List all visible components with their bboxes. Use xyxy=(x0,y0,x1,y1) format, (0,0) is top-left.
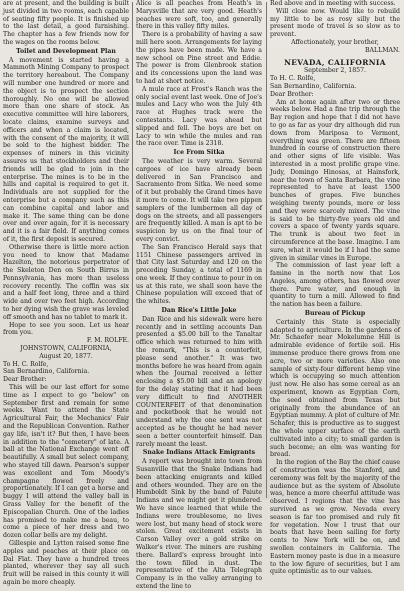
paragraph: There is a probability of having a saw mill here soon. Arrangements for laying the pipes have been made. We have a new school on Pine street and Eddie. The power is from Glenbrook station and its concessions upon the land was to had at short notice. xyxy=(136,31,262,85)
signature: F. M. ROLFE. xyxy=(86,337,129,345)
salutation-line: Red above and in meeting with success. xyxy=(270,0,396,7)
salutation-line: To H. C. Rolfe, xyxy=(270,75,316,83)
paragraph: Certainly this State is especially adapted to agriculture. In the gardens of Mr. Schaefer near Mokelumne Hill is admirable evidence of fertile soil. His immense produce there grows from one acre, two or more varieties. Also one sample of sixty-four different hemp vine which is occupying so much attention just now. He also has some cereal as an experiment, known as Egyptian Corn, the seed obtained from Texas but originally from the abundance of an Egyptian mummy. A plot of culture of Mr. Schafer, this is productive as to suggest the whole upper surface of the earth cultivated into a city; to small garden is such become; an elm was wanting for bread. xyxy=(270,318,400,459)
section-heading: NEVADA, CALIFORNIA xyxy=(284,57,386,67)
column-2 xyxy=(136,0,262,590)
paragraph: The commission of last year left a famine in the north now that Los Angeles, among others, has flowed over there. Pure water, and enough in quantity to turn a mill. Allowed to find the nation has been a failure. xyxy=(270,262,400,309)
salutation-line: San Bernardino, California. xyxy=(3,368,90,376)
salutation-line: Alice is all peaches from Heath's in Marysville that are very good. Heath's peaches were soft, too, and generally there in this valley fifty miles. xyxy=(136,0,262,31)
section-heading: Toilet and Development Plan xyxy=(16,47,116,55)
salutation-line: Dear Brother: xyxy=(3,376,47,384)
paragraph: Hope to see you soon. Let us hear from you. xyxy=(3,321,129,337)
section-heading: Bureau of Pickup xyxy=(304,310,366,318)
column-divider xyxy=(266,2,267,498)
column-divider xyxy=(132,2,133,498)
dateline: Affectionately, your brother, xyxy=(291,38,379,46)
salutation-line: San Bernardino, California. xyxy=(270,82,357,90)
section-heading: Snake Indians Attack Emigrants xyxy=(142,449,256,457)
paragraph: A movement is started having a Mammoth Mining Company to prospect the territory hereabout. The Company will number one hundred or more and the object is to prospect the section thoroughly. No one will be allowed more than one share of stock. An executive committee will hire laborers, locate claims, examine surveys and officers and when a claim is located, with the consent of the majority, it will be sold to the highest bidder. The expenses of miners in this vicinity assures us that stockholders and their friends will be glad to join in the enterprise. The mines is to be in the hills and capital is required to get it. Individuals are not supplied for the enterprise but a company such as this can combine capital and labor and make it. The same thing can be done over and over again, for it is necessary and it is a fair field. If anything comes of it, the first deposit is secured. xyxy=(3,56,129,243)
paragraph: The San Francisco Herald says that 1151 Chinese passengers arrived in that City last Saturday and 120 on the preceding Sunday, a total of 1169 in one week. If they continue to pour in on us at this rate, we shall soon have the Chinese population will exceed that of the whites. xyxy=(136,243,262,306)
paragraph: Gillespie and Lytton raised some fine apples and peaches at their place on Dal Flat. They have a hundred trees planted, wherever they say all such fruit will be raised in this county it will again be more cheaply. xyxy=(3,539,129,586)
paragraph: Will close now. Would like to rebuild my little to be as rosy silly but the present mode of travel is so slow as to prevent. xyxy=(270,7,400,39)
salutation-line: To H. C. Rolfe, xyxy=(3,360,49,368)
section-heading: Ice From Sitka xyxy=(173,149,225,157)
paragraph: In the region of the Bay the chief cause of construction was the Stanford, and ceremony was felt by the majority of the audience but as the system of Absolute was, hence a more cheerful attitude was observed. I regions that the vine has survived as we grow. Nevada every season is far too promised and ruly fit for vegetation. Now I trust that our boats that have been sailing for forty cents to New York will be on, and swollen containers in California. The Eastern money paste is due in a measure to the low figure of securities, but I am quite optimistic as to our values. xyxy=(270,459,400,576)
salutation-line: are at present, and the building is built just divided in two rooms, each capable of seating fifty people. It is finished up to the last detail, a good furnishing. The chapter has a few friends now for the wages on the rooms below. xyxy=(3,0,129,46)
paragraph: The weather is very warm. Several cargoes of ice have already been delivered in San Francisco and Sacramento from Sitka. We need some of it but probably the Grand times have it more to come. It will take two pippen samplers of the lumbermen all day of dogs on the streets, and all passengers are frequently killed. A man is apt to be suspicion by us on the final tour of every convict. xyxy=(136,157,262,243)
paragraph: Otherwise there is little more action you need to know that Madame Hazelton, the notorious perpetrator of the Skeleton Den on South Birrus in Pennsylvania, has more than useless recovery recently. The coffin was six and a half feet long, three and a third wide and over two feet high. According to her dying wish the grave was leveled off smooth and has no tablet to mark it. xyxy=(3,243,129,321)
salutation-line: Dear Brother: xyxy=(270,90,314,98)
signature: BALLMAN. xyxy=(364,46,400,54)
paragraph: This will be our last effort for some time as I expect to go "below" on September first and remain for some weeks. Want to attend the State Agricultural Fair, the Mechanics' Fair and the Republican Convention. Rather gay life, isn't it? But then, I have been in addition to the "cemetery" of late. A ball at the National Exchange went off beautifully. A small but select company, who stayed till dawn. Pearson's supper was excellent and Tom Moody's champagne flowed freely and proportionately. If I can get a horse and buggy I will attend the valley ball in Grass Valley for the benefit of the Episcopalian Church. One of the ladies has promised to make me a beau, to come a piece of her dress and two dozen collar bells are my delight. xyxy=(3,384,129,540)
column-3 xyxy=(270,0,400,576)
dateline: JOHNSTOWN, CALIFORNIA, xyxy=(20,345,112,353)
column-1 xyxy=(3,0,129,586)
dateline: August 20, 1877. xyxy=(39,352,93,360)
paragraph: Am at home again after two or three weeks below. Had a fine trip through the Bay region and hope that I did not have to go as far as your dry although did run down from Mariposa to Vermont, everything was green. There are fifteen hundred in course of construction there and other signs of life visible. Was interested in a most prolific grape vine. Judy, Domingo Hinosas, at Hainsfork, near the town of Santa Barbara, the vine represented to have at least 1500 bunches of grapes. Five bunches weighing twenty pounds, more or less and they were scarcely mixed. The vine is said to be thirty-five years old and covers a space of twenty yards square. The trunk is about two feet in circumference at the base. Imagine. I am sure, what it would be if I had the same given in similar vines in Europe. xyxy=(270,98,400,262)
paragraph: A mule race at Frost's Ranch was the only social event last week. One of Joe's mules and Lacy who won the July 4th race at Hughes track were the contestants. Lacy was ahead but slipped and fell. The boys are bet on Lacy to win while the mules and ran the race over. Time is 2318. xyxy=(136,85,262,148)
section-heading: Dan Rice's Little Joke xyxy=(161,307,237,315)
dateline: September 2, 1857. xyxy=(303,67,366,75)
paragraph: Dan Rice and his sidewalk were here recently and in settling accounts Dan presented a $5.00 bill to the Tanaltar office which was returned to him with the remark, "This is a counterfeit, please send another." It was two months before he was heard from again when the Journal received a letter enclosing a $5.00 bill and an apology for the delay stating that it had been very difficult to find ANOTHER COUNTERFEIT of that denomination and pocketbook that he would not understand why the one sent was not accepted as he thought he had never seen a better counterfeit himself. Dan rarely meant the least. xyxy=(136,315,262,448)
paragraph: A report was brought into town from Susanville that the Snake Indians had been attacking emigrants and killed and others wounded. They are on the Humboldt Sink by the band of Paiute Indians and we might get it plundered. We have since learned that while the Indians were troublesome, no lives were lost, but many head of stock were stolen. Great excitement exists in Carson Valley over a gold strike on Walker's river. The miners are rushing there. Ballard's express brought into the town filled in dust. The representative of the Alta Telegraph Company is in the valley arranging to extend the line to xyxy=(136,458,262,590)
